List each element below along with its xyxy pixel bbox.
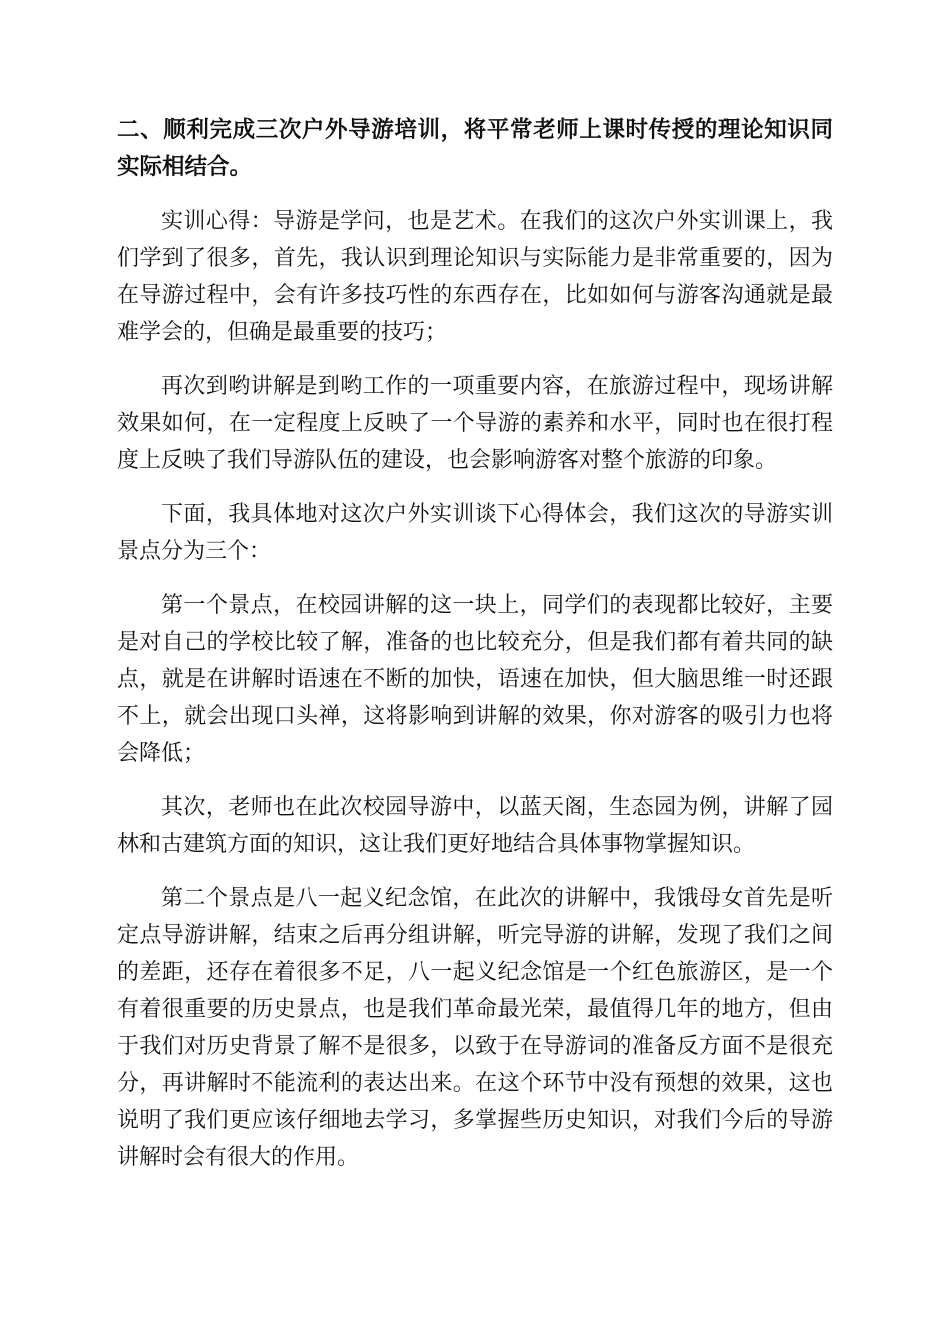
paragraph-first-site: 第一个景点，在校园讲解的这一块上，同学们的表现都比较好，主要是对自己的学校比较了解，准备的也比较充分，但是我们都有着共同的缺点，就是在讲解时语速在不断的加快，语速在加快，但大脑思维一时还跟不上，就会出现口头禅，这将影响到讲解的效果，你对游客的吸引力也将会降低；	[117, 593, 833, 766]
section-heading: 二、顺利完成三次户外导游培训，将平常老师上课时传授的理论知识同实际相结合。	[117, 117, 833, 180]
paragraph-overview: 下面，我具体地对这次户外实训谈下心得体会，我们这次的导游实训景点分为三个：	[117, 502, 833, 564]
paragraph-campus-tour: 其次，老师也在此次校园导游中，以蓝天阁，生态园为例，讲解了园林和古建筑方面的知识，这让我们更好地结合具体事物掌握知识。	[117, 795, 833, 857]
paragraph-second-site: 第二个景点是八一起义纪念馆，在此次的讲解中，我饿母女首先是听定点导游讲解，结束之后再分组讲解，听完导游的讲解，发现了我们之间的差距，还存在着很多不足，八一起义纪念馆是一个红色旅游区，是一个有着很重要的历史景点，也是我们革命最光荣，最值得几年的地方，但由于我们对历史背景了解不是很多，以致于在导游词的准备反方面不是很充分，再讲解时不能流利的表达出来。在这个环节中没有预想的效果，这也说明了我们更应该仔细地去学习，多掌握些历史知识，对我们今后的导游讲解时会有很大的作用。	[117, 886, 833, 1170]
document-page	[117, 112, 833, 1193]
paragraph-training-reflection: 实训心得：导游是学问，也是艺术。在我们的这次户外实训课上，我们学到了很多，首先，我认识到理论知识与实际能力是非常重要的，因为在导游过程中，会有许多技巧性的东西存在，比如如何与游客沟通就是最难学会的，但确是最重要的技巧；	[117, 209, 833, 345]
paragraph-guide-commentary: 再次到哟讲解是到哟工作的一项重要内容，在旅游过程中，现场讲解效果如何，在一定程度上反映了一个导游的素养和水平，同时也在很打程度上反映了我们导游队伍的建设，也会影响游客对整个旅游的印象。	[117, 374, 833, 473]
